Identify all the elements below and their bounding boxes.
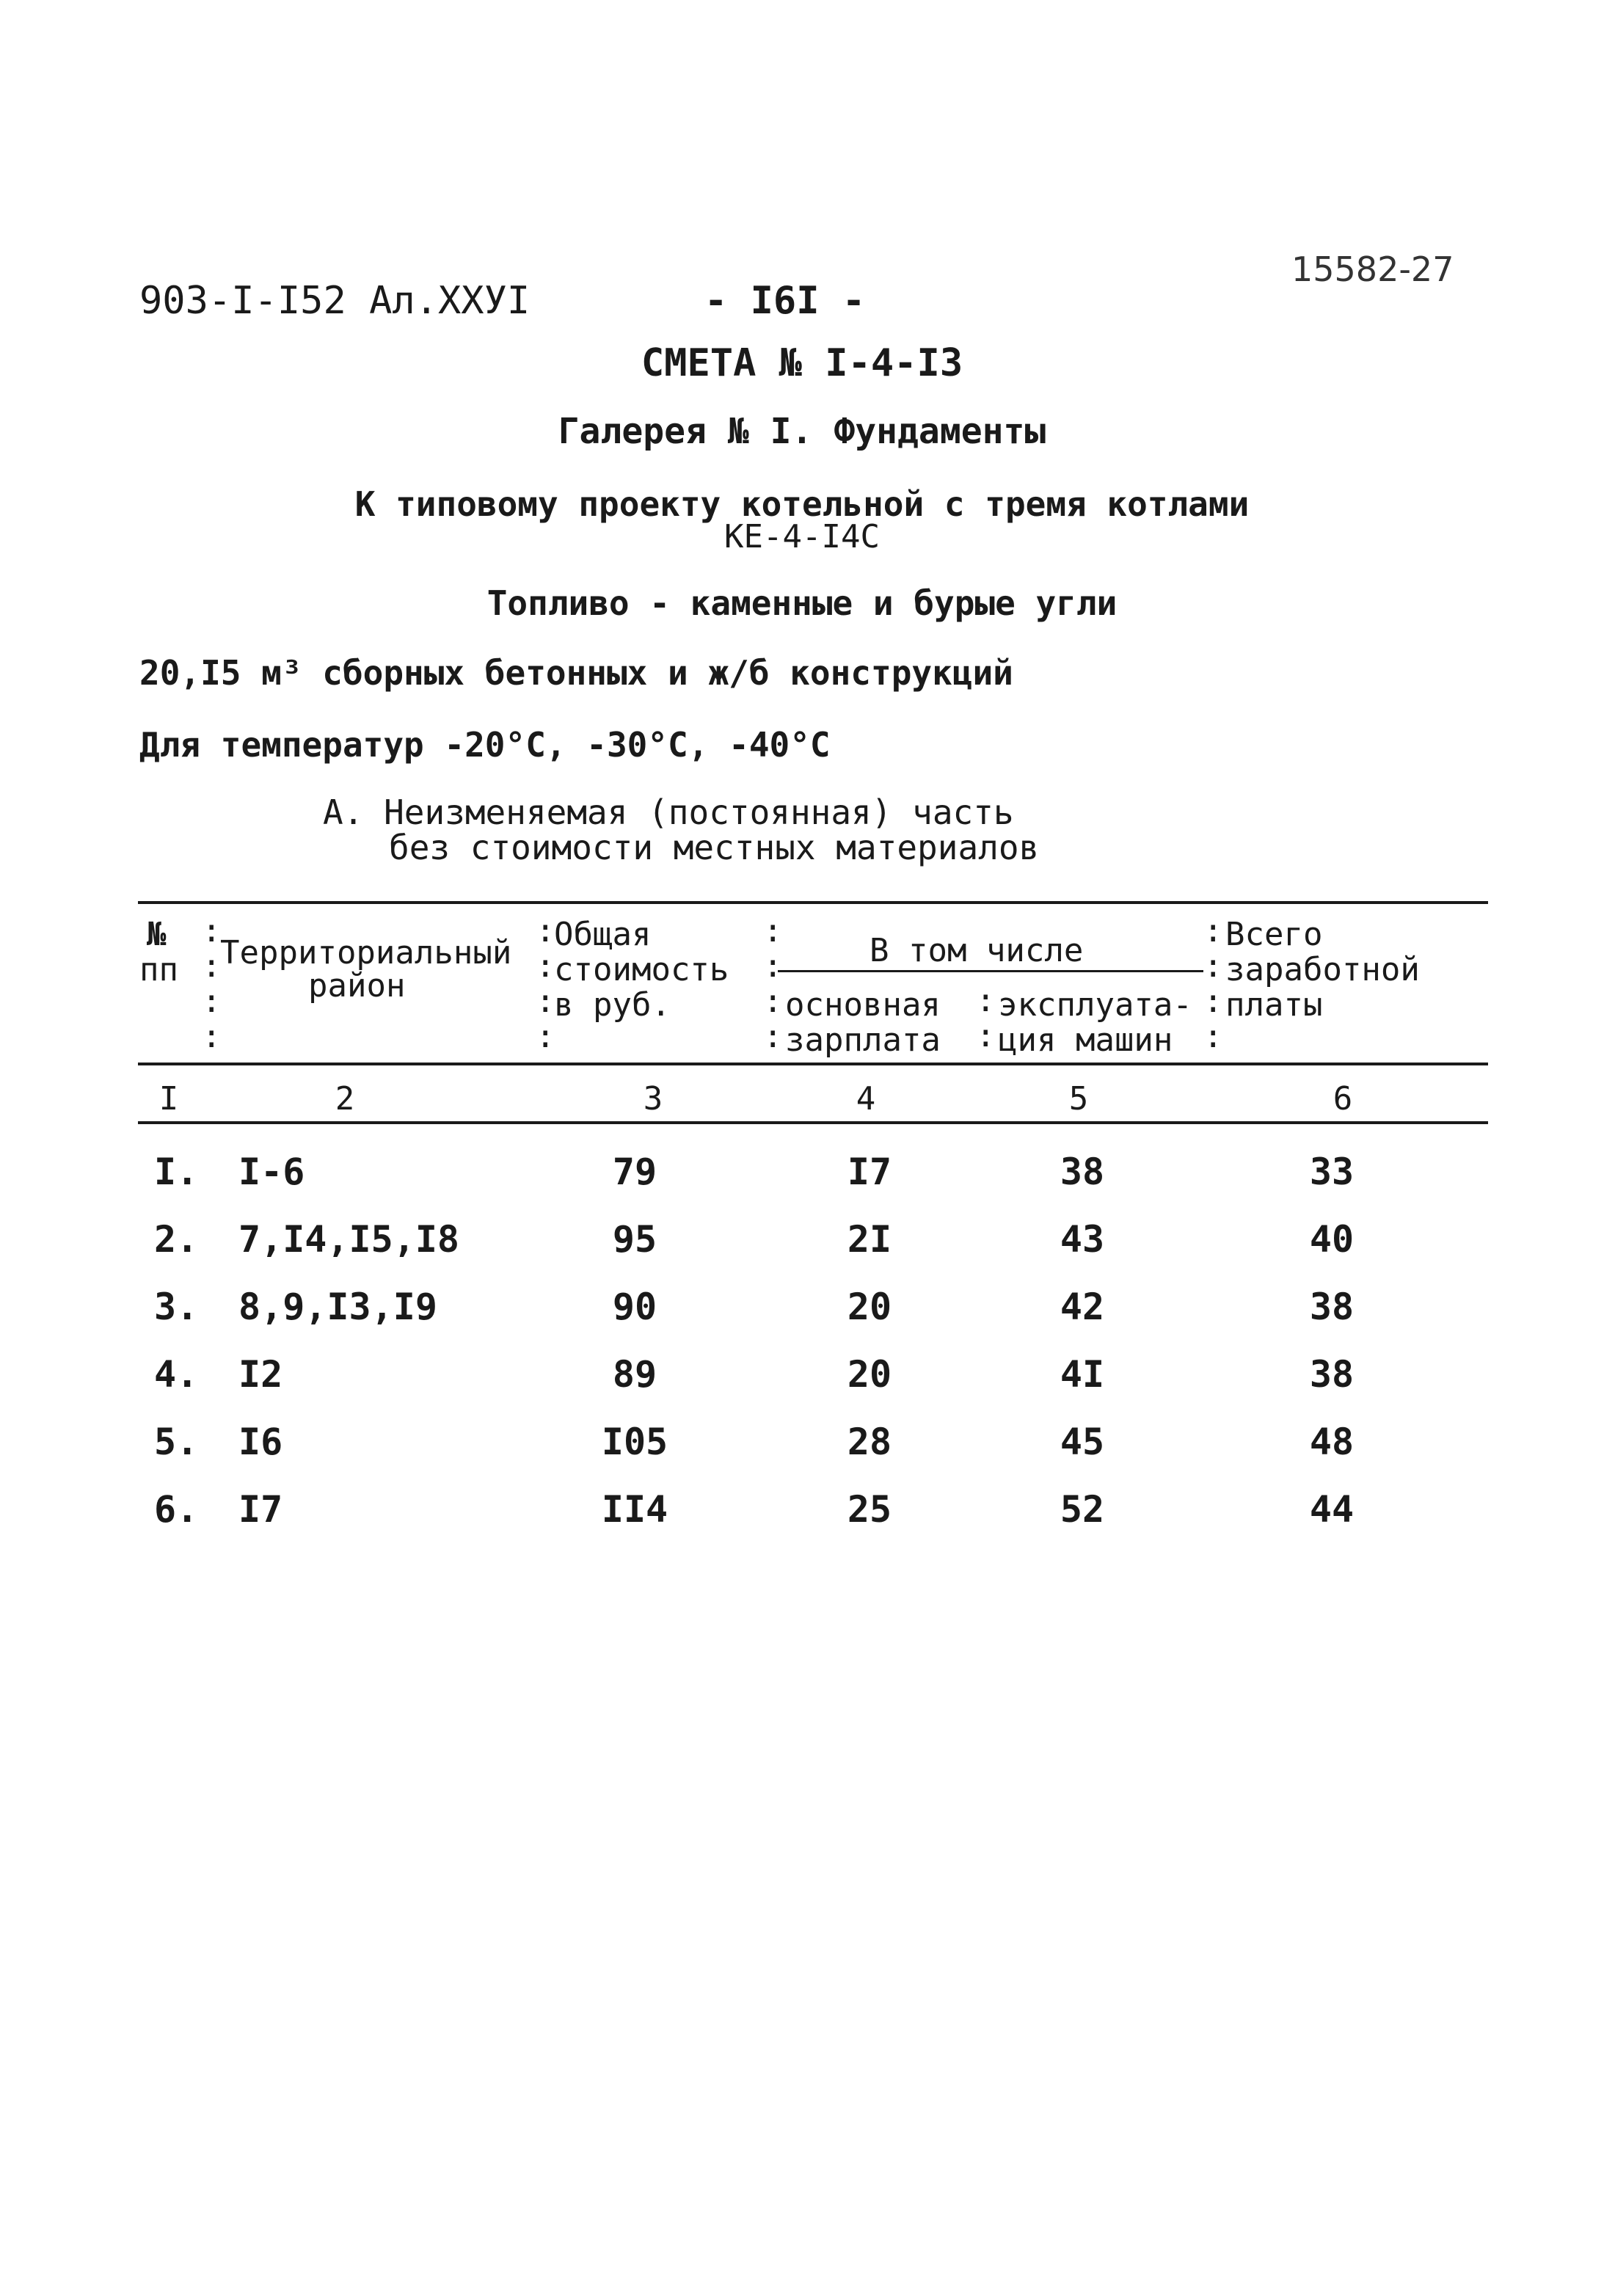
- region-cell: I6: [238, 1421, 283, 1463]
- column-numbers-rule: [138, 1121, 1488, 1124]
- header-num-line-1: №: [147, 916, 167, 953]
- fuel-line: Топливо - каменные и бурые угли: [486, 583, 1118, 623]
- region-cell: I-6: [238, 1151, 305, 1193]
- row-number: I.: [154, 1151, 199, 1193]
- header-total-line-3: в руб.: [554, 986, 671, 1024]
- header-all-line-2: заработной: [1225, 951, 1420, 988]
- row-number: 3.: [154, 1286, 199, 1328]
- header-total-line-1: Общая: [554, 916, 652, 953]
- header-salary-line-1: основная: [785, 986, 941, 1024]
- separator: : : : :: [202, 912, 222, 1055]
- column-number: I: [158, 1080, 179, 1118]
- machines-cell: 42: [1060, 1286, 1105, 1328]
- column-number: 2: [335, 1080, 355, 1118]
- column-number: 6: [1333, 1080, 1353, 1118]
- header-machines-line-1: эксплуата-: [998, 986, 1192, 1024]
- separator: : : : :: [1203, 912, 1223, 1055]
- all-salary-cell: 38: [1309, 1353, 1355, 1396]
- table-row: [0, 1488, 1604, 1547]
- incl-underline: [778, 970, 1203, 972]
- column-number: 4: [856, 1080, 876, 1118]
- estimate-title: СМЕТА № I-4-I3: [641, 341, 963, 385]
- project-line-1: К типовому проекту котельной с тремя котлами: [354, 484, 1250, 524]
- all-salary-cell: 44: [1309, 1488, 1355, 1531]
- temperatures-line: Для температур -20°С, -30°С, -40°С: [139, 725, 831, 765]
- salary-cell: 20: [847, 1286, 892, 1328]
- machines-cell: 45: [1060, 1421, 1105, 1463]
- header-including: В том числе: [870, 932, 1084, 969]
- table-row: [0, 1353, 1604, 1412]
- volume-line: 20,I5 м³ сборных бетонных и ж/б конструкций: [139, 653, 1013, 693]
- separator: : : : :: [763, 912, 783, 1055]
- salary-cell: I7: [847, 1151, 892, 1193]
- machines-cell: 43: [1060, 1218, 1105, 1261]
- separator: : :: [976, 982, 996, 1054]
- region-cell: 8,9,I3,I9: [238, 1286, 437, 1328]
- salary-cell: 25: [847, 1488, 892, 1531]
- machines-cell: 4I: [1060, 1353, 1105, 1396]
- machines-cell: 52: [1060, 1488, 1105, 1531]
- part-a-line-2: без стоимости местных материалов: [389, 828, 1040, 867]
- column-number: 5: [1068, 1080, 1089, 1118]
- table-row: [0, 1218, 1604, 1277]
- part-a-line-1: А. Неизменяемая (постоянная) часть: [323, 792, 1014, 832]
- total-cell: I05: [601, 1421, 668, 1463]
- machines-cell: 38: [1060, 1151, 1105, 1193]
- row-number: 6.: [154, 1488, 199, 1531]
- header-all-line-1: Всего: [1225, 916, 1323, 953]
- column-number: 3: [643, 1080, 663, 1118]
- header-bottom-rule: [138, 1063, 1488, 1065]
- all-salary-cell: 48: [1309, 1421, 1355, 1463]
- header-salary-line-2: зарплата: [785, 1021, 941, 1059]
- table-row: [0, 1421, 1604, 1479]
- total-cell: 89: [612, 1353, 657, 1396]
- gallery-title: Галерея № I. Фундаменты: [558, 411, 1046, 452]
- total-cell: 95: [612, 1218, 657, 1261]
- header-machines-line-2: ция машин: [998, 1021, 1173, 1059]
- total-cell: 79: [612, 1151, 657, 1193]
- salary-cell: 20: [847, 1353, 892, 1396]
- total-cell: 90: [612, 1286, 657, 1328]
- total-cell: II4: [601, 1488, 668, 1531]
- document-code: 903-I-I52 Ал.XXУI: [139, 279, 531, 323]
- header-total-line-2: стоимость: [554, 951, 729, 988]
- salary-cell: 2I: [847, 1218, 892, 1261]
- archive-number: 15582-27: [1291, 249, 1454, 289]
- header-num-line-2: пп: [139, 951, 178, 988]
- header-all-line-3: платы: [1225, 986, 1323, 1024]
- row-number: 4.: [154, 1353, 199, 1396]
- separator: : : : :: [536, 912, 555, 1055]
- table-row: [0, 1286, 1604, 1344]
- all-salary-cell: 40: [1309, 1218, 1355, 1261]
- region-cell: I7: [238, 1488, 283, 1531]
- salary-cell: 28: [847, 1421, 892, 1463]
- all-salary-cell: 33: [1309, 1151, 1355, 1193]
- table-top-rule: [138, 901, 1488, 904]
- region-cell: 7,I4,I5,I8: [238, 1218, 460, 1261]
- project-line-2: КЕ-4-I4С: [724, 518, 880, 555]
- header-region-line-2: район: [308, 967, 406, 1005]
- header-region-line-1: Территориальный: [220, 934, 512, 972]
- all-salary-cell: 38: [1309, 1286, 1355, 1328]
- row-number: 2.: [154, 1218, 199, 1261]
- row-number: 5.: [154, 1421, 199, 1463]
- page-number: - I6I -: [704, 279, 866, 323]
- table-row: [0, 1151, 1604, 1209]
- region-cell: I2: [238, 1353, 283, 1396]
